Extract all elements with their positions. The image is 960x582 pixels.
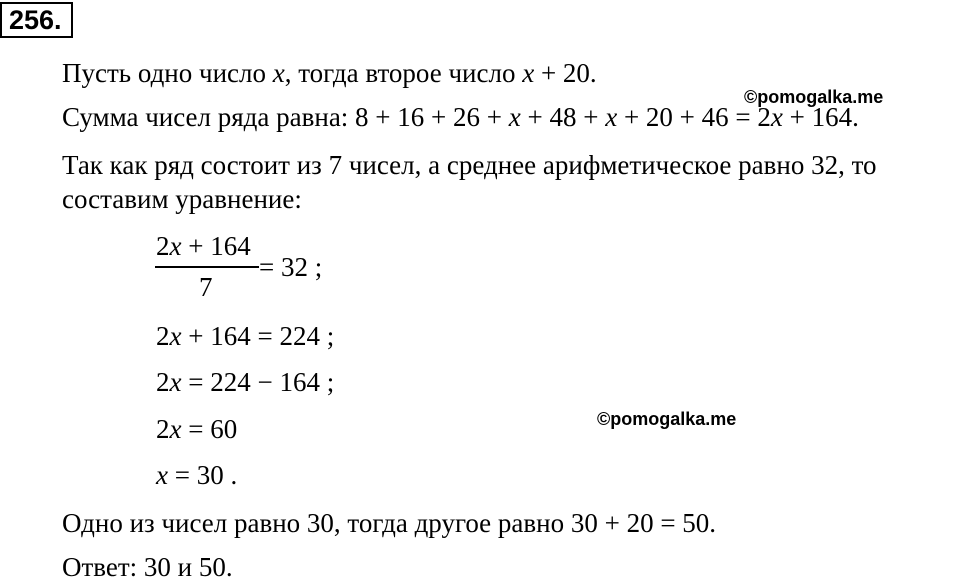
watermark-middle: ©pomogalka.me bbox=[597, 409, 737, 429]
intro-text-mid: , тогда второе число bbox=[284, 58, 523, 88]
equation-4 bbox=[156, 414, 237, 444]
numerator-coef: 2 bbox=[156, 231, 170, 261]
fraction-rhs-value: = 32 bbox=[259, 252, 308, 282]
numerator-var-x: x bbox=[169, 231, 182, 261]
fraction-numerator bbox=[156, 231, 251, 261]
eq5-end: . bbox=[223, 460, 238, 490]
equation-2 bbox=[156, 321, 334, 351]
fraction-rhs-end: ; bbox=[307, 252, 323, 282]
fraction-bar bbox=[155, 266, 259, 268]
eq3-coef: 2 bbox=[156, 367, 170, 397]
intro-text-post: + 20. bbox=[534, 58, 597, 88]
equation-3 bbox=[156, 367, 334, 397]
eq2-end: ; bbox=[319, 321, 335, 351]
sum-text-c: + 20 + 46 = 2 bbox=[617, 102, 771, 132]
sum-var-x2: x bbox=[605, 102, 618, 132]
compose-line: составим уравнение: bbox=[62, 184, 302, 214]
intro-var-x: x bbox=[272, 58, 285, 88]
eq4-rest: = 60 bbox=[181, 414, 238, 444]
sum-var-x3: x bbox=[770, 102, 783, 132]
eq4-var-x: x bbox=[169, 414, 182, 444]
numerator-rest: + 164 bbox=[181, 231, 251, 261]
intro-var-x2: x bbox=[522, 58, 535, 88]
sum-text-b: + 48 + bbox=[520, 102, 606, 132]
eq2-rest: + 164 = 224 bbox=[181, 321, 320, 351]
equation-5 bbox=[156, 460, 237, 490]
eq5-rest: = 30 bbox=[167, 460, 224, 490]
condition-line: Так как ряд состоит из 7 чисел, а среднее арифметическое равно 32, то bbox=[62, 150, 877, 180]
fraction-denominator: 7 bbox=[199, 272, 213, 302]
sum-line bbox=[62, 102, 859, 132]
eq3-var-x: x bbox=[169, 367, 182, 397]
answer-line: Ответ: 30 и 50. bbox=[62, 552, 233, 582]
eq2-coef: 2 bbox=[156, 321, 170, 351]
sum-text-d: + 164. bbox=[782, 102, 859, 132]
sum-var-x1: x bbox=[508, 102, 521, 132]
result-line: Одно из чисел равно 30, тогда другое равно 30 + 20 = 50. bbox=[62, 508, 717, 538]
eq3-end: ; bbox=[319, 367, 335, 397]
eq2-var-x: x bbox=[169, 321, 182, 351]
intro-line bbox=[62, 58, 597, 88]
watermark-top: ©pomogalka.me bbox=[744, 87, 884, 107]
eq5-var-x: x bbox=[156, 460, 168, 490]
fraction-rhs bbox=[259, 252, 322, 282]
eq3-rest: = 224 − 164 bbox=[181, 367, 320, 397]
problem-number: 256. bbox=[0, 2, 73, 38]
sum-text-a: Сумма чисел ряда равна: 8 + 16 + 26 + bbox=[62, 102, 509, 132]
intro-text-pre: Пусть одно число bbox=[62, 58, 273, 88]
eq4-coef: 2 bbox=[156, 414, 170, 444]
